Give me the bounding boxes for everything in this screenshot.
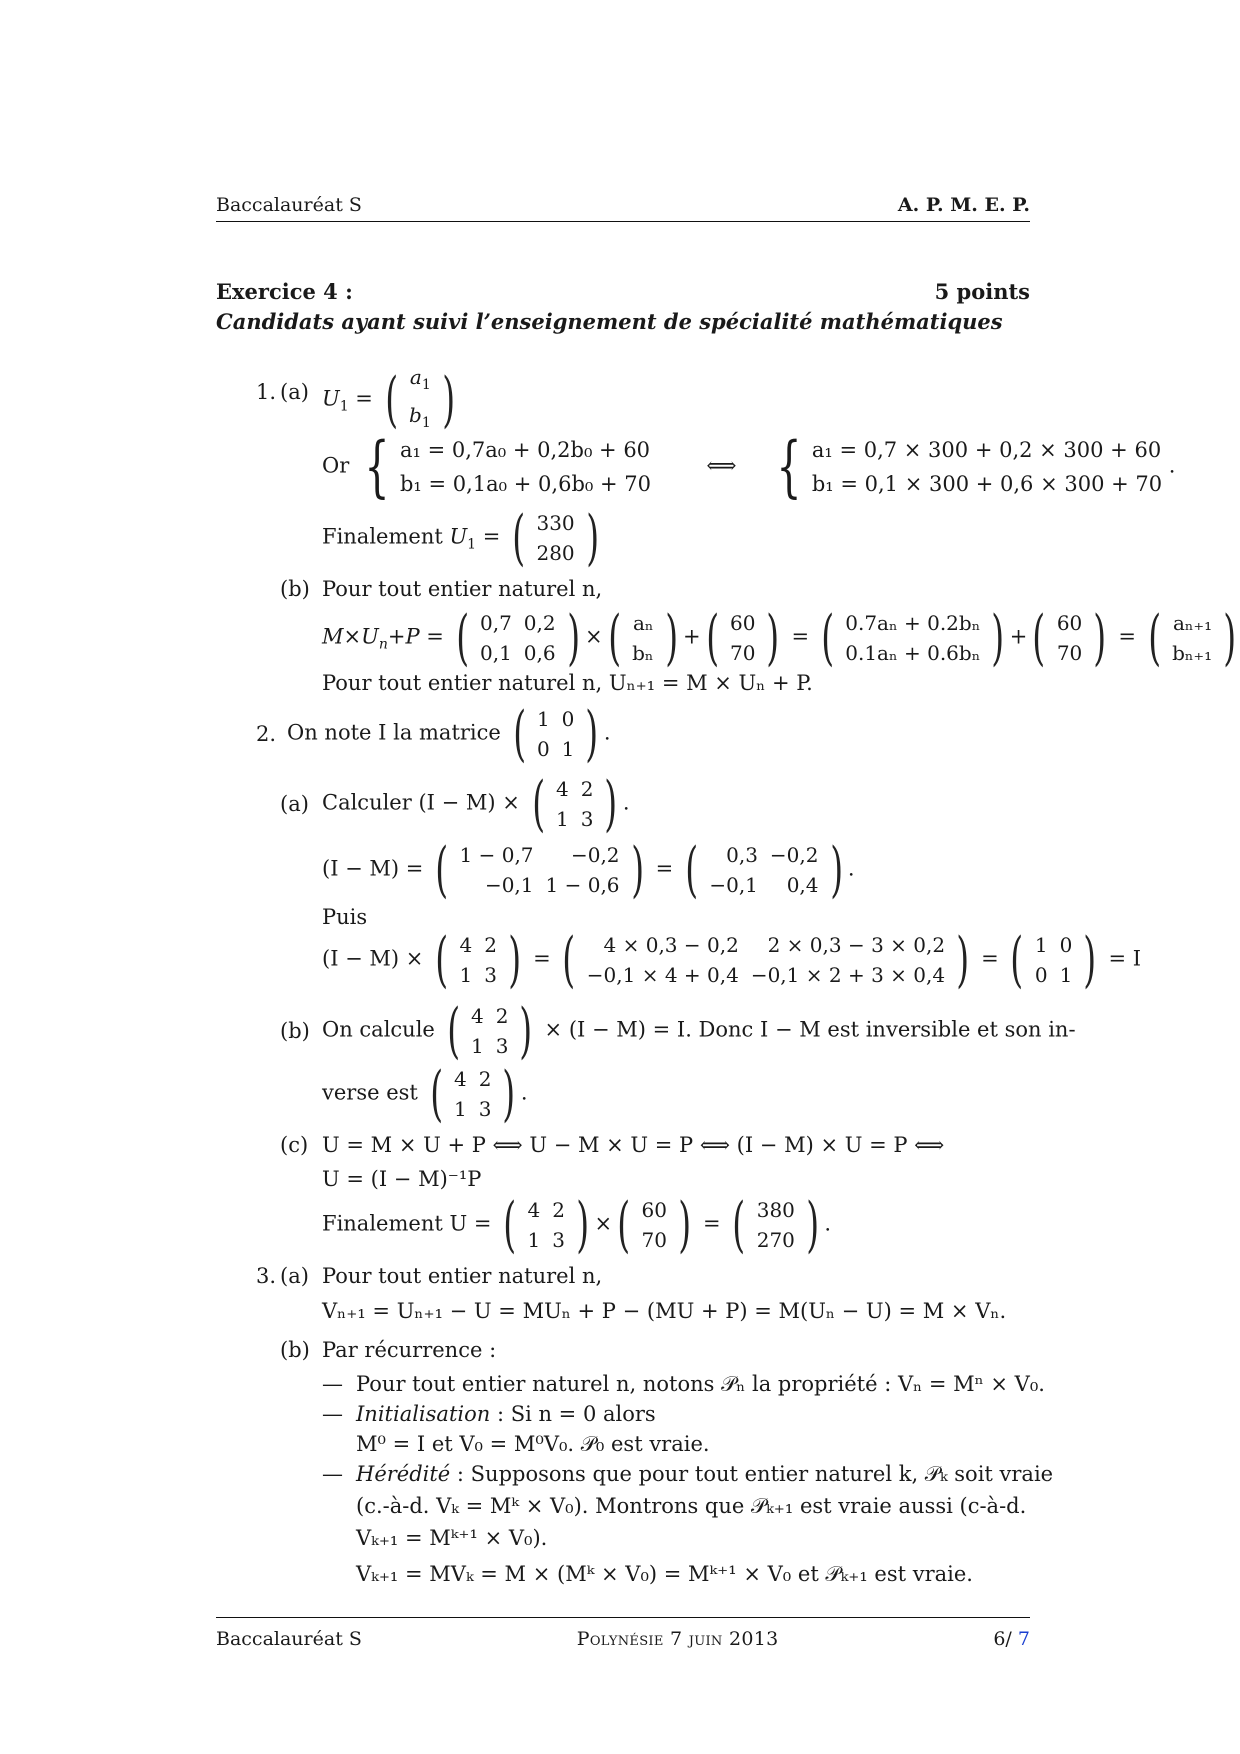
q1b-label: (b) [280, 577, 310, 601]
header-left: Baccalauréat S [216, 194, 362, 216]
matrix-A: ( 4 2 1 3 ) [531, 769, 618, 839]
matrix-A4: ( 4 2 1 3 ) [429, 1059, 516, 1129]
exercise-points: 5 points [934, 279, 1030, 304]
q2b-label: (b) [280, 1019, 310, 1043]
q2c-line1: U = M × U + P ⟺ U − M × U = P ⟺ (I − M) × U = P ⟺ [322, 1133, 945, 1157]
q3a-line2: Vₙ₊₁ = Uₙ₊₁ − U = MUₙ + P − (MU + P) = M(Uₙ − U) = M × Vₙ. [322, 1299, 1007, 1323]
q3a-line1: Pour tout entier naturel n, [322, 1264, 603, 1288]
matrix-IM: ( 0,3 −0,2 −0,1 0,4 ) [685, 835, 843, 905]
footer-left: Baccalauréat S [216, 1628, 362, 1650]
system-left: { a₁ = 0,7a₀ + 0,2b₀ + 60 b₁ = 0,1a₀ + 0,6b₀ + 70 [364, 428, 651, 505]
q2c-label: (c) [280, 1133, 309, 1157]
matrix-A5: ( 4 2 1 3 ) [503, 1190, 590, 1260]
vector-Un: ( aₙ bₙ ) [607, 603, 678, 673]
matrix-product: ( 4 × 0,3 − 0,2 2 × 0,3 − 3 × 0,2 −0,1 × 4 + 0,4 −0,1 × 2 + 3 × 0,4 ) [562, 925, 970, 995]
q2a-product: (I − M) × ( 4 2 1 3 ) = ( 4 × 0,3 − 0,2 2 × 0,3 − 3 × 0,2 −0,1 × 4 + 0,4 −0,1 × 2 + 3 × 0,4 ) = ( 1 0 0 1 ) = I [322, 925, 1142, 995]
matrix-M: ( 0,7 0,2 0,1 0,6 ) [455, 603, 580, 673]
q2-number: 2. [256, 722, 277, 746]
q3b-item2-line2: M⁰ = I et V₀ = M⁰V₀. 𝒫₀ est vraie. [356, 1432, 710, 1456]
footer-rule [216, 1617, 1030, 1618]
q3b-label: (b) [280, 1338, 310, 1362]
matrix-A2: ( 4 2 1 3 ) [435, 925, 522, 995]
q2c-line2: U = (I − M)⁻¹P [322, 1167, 482, 1191]
q1a-U1: $U_1$ = ( $a_1$ $b_1$ ) [322, 362, 460, 438]
q2b-line2: verse est ( 4 2 1 3 ) . [322, 1059, 528, 1129]
total-pages-link[interactable]: 7 [1017, 1628, 1030, 1650]
exercise-heading [216, 279, 1030, 304]
U1-vector: ( $a_1$ $b_1$ ) [384, 365, 455, 435]
footer-page: 6/ 7 [993, 1628, 1030, 1650]
vector-P3: ( 60 70 ) [617, 1190, 692, 1260]
q1a-system: Or { a₁ = 0,7a₀ + 0,2b₀ + 60 b₁ = 0,1a₀ + 0,6b₀ + 70 ⟺ { a₁ = 0,7 × 300 + 0,2 × 300 + 60 b₁ = 0,1 × 300 + 0,6 × 300 + 70 . [322, 428, 1176, 505]
q2c-final: Finalement U = ( 4 2 1 3 ) × ( 60 70 ) = ( 380 270 ) . [322, 1190, 832, 1260]
dash-1: — [322, 1372, 343, 1396]
matrix-A3: ( 4 2 1 3 ) [446, 996, 533, 1066]
matrix-I: ( 1 0 0 1 ) [512, 699, 599, 769]
vector-U: ( 380 270 ) [732, 1190, 820, 1260]
q1b-line1: Pour tout entier naturel n, [322, 577, 603, 601]
iff-symbol: ⟺ [706, 453, 737, 478]
q3b-item3-line3: Vₖ₊₁ = Mᵏ⁺¹ × V₀). [356, 1526, 548, 1550]
page-header [216, 194, 1030, 216]
footer-center: Polynésie 7 juin 2013 [576, 1628, 779, 1650]
header-right: A. P. M. E. P. [897, 194, 1030, 216]
matrix-I2: ( 1 0 0 1 ) [1010, 925, 1097, 995]
header-rule [216, 221, 1030, 222]
vector-P: ( 60 70 ) [705, 603, 780, 673]
dash-2: — [322, 1402, 343, 1426]
q1a-label: (a) [280, 380, 309, 404]
vector-MUn: ( 0.7aₙ + 0.2bₙ 0.1aₙ + 0.6bₙ ) [821, 603, 1005, 673]
exercise-title: Exercice 4 : [216, 279, 353, 304]
q2-intro: On note I la matrice ( 1 0 0 1 ) . [287, 699, 611, 769]
q3b-item1: Pour tout entier naturel n, notons 𝒫ₙ la propriété : Vₙ = Mⁿ × V₀. [356, 1372, 1045, 1396]
q3b-item2: Initialisation : Si n = 0 alors [356, 1402, 656, 1426]
exercise-subtitle: Candidats ayant suivi l’enseignement de spécialité mathématiques [216, 309, 1003, 334]
page-footer [216, 1628, 1030, 1650]
vector-P2: ( 60 70 ) [1032, 603, 1107, 673]
q2b-line1: On calcule ( 4 2 1 3 ) × (I − M) = I. Donc I − M est inversible et son in- [322, 996, 1076, 1066]
q1b-line3: Pour tout entier naturel n, Uₙ₊₁ = M × Uₙ + P. [322, 671, 813, 695]
q3-number: 3. [256, 1264, 277, 1288]
dash-3: — [322, 1462, 343, 1486]
q3b-item3: Hérédité : Supposons que pour tout entier naturel k, 𝒫ₖ soit vraie [356, 1462, 1054, 1486]
U1-result: ( 330 280 ) [512, 503, 599, 573]
vector-Un1: ( aₙ₊₁ bₙ₊₁ ) [1147, 603, 1237, 673]
q1-number: 1. [256, 380, 277, 404]
q3b-item3-line2: (c.-à-d. Vₖ = Mᵏ × V₀). Montrons que 𝒫ₖ₊₁ est vraie aussi (c-à-d. [356, 1494, 1027, 1518]
q2a-puis: Puis [322, 905, 368, 929]
q2a-label: (a) [280, 792, 309, 816]
q3a-label: (a) [280, 1264, 309, 1288]
system-right: { a₁ = 0,7 × 300 + 0,2 × 300 + 60 b₁ = 0,1 × 300 + 0,6 × 300 + 70 [776, 428, 1163, 505]
q3b-title: Par récurrence : [322, 1338, 497, 1362]
q2a-IM: (I − M) = ( 1 − 0,7 −0,2 −0,1 1 − 0,6 ) = ( 0,3 −0,2 −0,1 0,4 ) . [322, 835, 855, 905]
matrix-IM-raw: ( 1 − 0,7 −0,2 −0,1 1 − 0,6 ) [435, 835, 644, 905]
q1a-final: Finalement $U_1$ = ( 330 280 ) [322, 508, 604, 568]
q2a-text: Calculer (I − M) × ( 4 2 1 3 ) . [322, 769, 630, 839]
q1b-product: $M\times U_n+P$ = ( 0,7 0,2 0,1 0,6 ) × ( aₙ bₙ ) + ( 60 70 ) = ( 0.7aₙ + 0.2bₙ 0.1aₙ + 0.6bₙ ) + ( 60 70 ) = ( aₙ₊₁ bₙ₊₁ ) [322, 608, 1240, 668]
q3b-item3-line4: Vₖ₊₁ = MVₖ = M × (Mᵏ × V₀) = Mᵏ⁺¹ × V₀ et 𝒫ₖ₊₁ est vraie. [356, 1562, 973, 1586]
